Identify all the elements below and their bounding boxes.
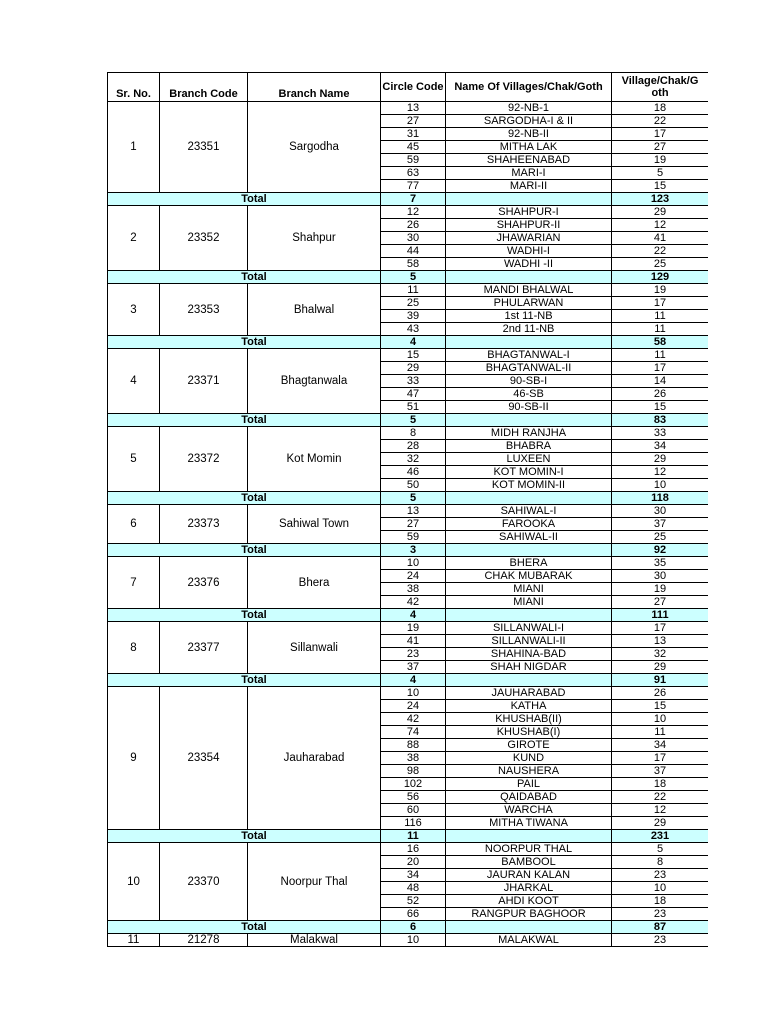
circle-code-cell: 66 xyxy=(381,908,446,921)
village-name-cell: LUXEEN xyxy=(446,453,612,466)
village-name-cell: BHAGTANWAL-I xyxy=(446,349,612,362)
village-name-cell: FAROOKA xyxy=(446,518,612,531)
village-name-cell: SAHIWAL-II xyxy=(446,531,612,544)
circle-code-cell: 30 xyxy=(381,232,446,245)
circle-code-cell: 59 xyxy=(381,154,446,167)
village-name-cell: 90-SB-II xyxy=(446,401,612,414)
village-count-cell: 27 xyxy=(612,141,709,154)
village-name-cell: NAUSHERA xyxy=(446,765,612,778)
village-row xyxy=(108,934,709,947)
circle-code-cell: 37 xyxy=(381,661,446,674)
circle-code-cell: 25 xyxy=(381,297,446,310)
village-count-cell: 8 xyxy=(612,856,709,869)
total-blank-cell xyxy=(446,271,612,284)
circle-code-cell: 42 xyxy=(381,713,446,726)
village-row xyxy=(108,102,709,115)
village-count-cell: 37 xyxy=(612,765,709,778)
sr-no-cell: 10 xyxy=(108,843,160,921)
branch-name-cell: Kot Momin xyxy=(248,427,381,492)
total-count-cell: 4 xyxy=(381,674,446,687)
circle-code-cell: 47 xyxy=(381,388,446,401)
village-count-cell: 19 xyxy=(612,154,709,167)
village-name-cell: MITHA LAK xyxy=(446,141,612,154)
circle-code-cell: 102 xyxy=(381,778,446,791)
total-count-cell: 4 xyxy=(381,609,446,622)
village-count-cell: 18 xyxy=(612,778,709,791)
village-count-cell: 34 xyxy=(612,440,709,453)
total-row xyxy=(108,414,709,427)
circle-code-cell: 10 xyxy=(381,934,446,947)
total-label: Total xyxy=(108,674,381,687)
total-label: Total xyxy=(108,414,381,427)
village-name-cell: KHUSHAB(II) xyxy=(446,713,612,726)
sr-no-cell: 5 xyxy=(108,427,160,492)
total-blank-cell xyxy=(446,609,612,622)
total-blank-cell xyxy=(446,492,612,505)
circle-code-cell: 59 xyxy=(381,531,446,544)
village-count-cell: 41 xyxy=(612,232,709,245)
village-name-cell: BHERA xyxy=(446,557,612,570)
branch-name-cell: Shahpur xyxy=(248,206,381,271)
village-count-cell: 5 xyxy=(612,843,709,856)
village-count-cell: 26 xyxy=(612,687,709,700)
total-count-cell: 11 xyxy=(381,830,446,843)
village-count-cell: 34 xyxy=(612,739,709,752)
circle-code-cell: 77 xyxy=(381,180,446,193)
total-count-cell: 7 xyxy=(381,193,446,206)
circle-code-cell: 116 xyxy=(381,817,446,830)
village-count-cell: 11 xyxy=(612,726,709,739)
village-count-cell: 30 xyxy=(612,570,709,583)
total-villages-cell: 231 xyxy=(612,830,709,843)
total-blank-cell xyxy=(446,674,612,687)
branch-name-cell: Malakwal xyxy=(248,934,381,947)
total-label: Total xyxy=(108,193,381,206)
total-villages-cell: 83 xyxy=(612,414,709,427)
header-branch-name: Branch Name xyxy=(248,73,381,102)
circle-code-cell: 26 xyxy=(381,219,446,232)
branch-villages-table xyxy=(107,72,708,947)
village-name-cell: JHAWARIAN xyxy=(446,232,612,245)
village-name-cell: WADHI-I xyxy=(446,245,612,258)
circle-code-cell: 12 xyxy=(381,206,446,219)
village-count-cell: 18 xyxy=(612,102,709,115)
village-name-cell: 2nd 11-NB xyxy=(446,323,612,336)
village-count-cell: 18 xyxy=(612,895,709,908)
total-villages-cell: 118 xyxy=(612,492,709,505)
village-count-cell: 12 xyxy=(612,219,709,232)
spreadsheet-page xyxy=(107,72,708,956)
circle-code-cell: 27 xyxy=(381,115,446,128)
circle-code-cell: 50 xyxy=(381,479,446,492)
total-label: Total xyxy=(108,271,381,284)
village-count-cell: 37 xyxy=(612,518,709,531)
total-villages-cell: 87 xyxy=(612,921,709,934)
circle-code-cell: 13 xyxy=(381,505,446,518)
village-name-cell: SHAH NIGDAR xyxy=(446,661,612,674)
village-row xyxy=(108,206,709,219)
circle-code-cell: 45 xyxy=(381,141,446,154)
village-name-cell: KUND xyxy=(446,752,612,765)
total-blank-cell xyxy=(446,336,612,349)
total-villages-cell: 129 xyxy=(612,271,709,284)
total-blank-cell xyxy=(446,414,612,427)
village-row xyxy=(108,843,709,856)
branch-code-cell: 23370 xyxy=(160,843,248,921)
village-name-cell: MANDI BHALWAL xyxy=(446,284,612,297)
sr-no-cell: 1 xyxy=(108,102,160,193)
total-label: Total xyxy=(108,921,381,934)
village-count-cell: 10 xyxy=(612,713,709,726)
village-name-cell: WARCHA xyxy=(446,804,612,817)
village-count-cell: 14 xyxy=(612,375,709,388)
circle-code-cell: 13 xyxy=(381,102,446,115)
branch-name-cell: Sahiwal Town xyxy=(248,505,381,544)
circle-code-cell: 42 xyxy=(381,596,446,609)
village-count-cell: 26 xyxy=(612,388,709,401)
circle-code-cell: 8 xyxy=(381,427,446,440)
village-count-cell: 35 xyxy=(612,557,709,570)
village-name-cell: MARI-I xyxy=(446,167,612,180)
village-name-cell: CHAK MUBARAK xyxy=(446,570,612,583)
circle-code-cell: 46 xyxy=(381,466,446,479)
circle-code-cell: 16 xyxy=(381,843,446,856)
village-count-cell: 11 xyxy=(612,349,709,362)
village-count-cell: 25 xyxy=(612,531,709,544)
village-count-cell: 11 xyxy=(612,310,709,323)
village-name-cell: MALAKWAL xyxy=(446,934,612,947)
total-row xyxy=(108,336,709,349)
village-name-cell: SHAHINA-BAD xyxy=(446,648,612,661)
village-name-cell: 1st 11-NB xyxy=(446,310,612,323)
total-count-cell: 5 xyxy=(381,414,446,427)
sr-no-cell: 7 xyxy=(108,557,160,609)
village-row xyxy=(108,557,709,570)
village-name-cell: JAURAN KALAN xyxy=(446,869,612,882)
total-count-cell: 5 xyxy=(381,271,446,284)
village-name-cell: QAIDABAD xyxy=(446,791,612,804)
circle-code-cell: 38 xyxy=(381,752,446,765)
sr-no-cell: 3 xyxy=(108,284,160,336)
village-name-cell: SHAHEENABAD xyxy=(446,154,612,167)
village-row xyxy=(108,284,709,297)
village-name-cell: SILLANWALI-I xyxy=(446,622,612,635)
circle-code-cell: 51 xyxy=(381,401,446,414)
village-name-cell: JHARKAL xyxy=(446,882,612,895)
branch-code-cell: 23353 xyxy=(160,284,248,336)
village-count-cell: 5 xyxy=(612,167,709,180)
village-count-cell: 15 xyxy=(612,700,709,713)
circle-code-cell: 74 xyxy=(381,726,446,739)
village-row xyxy=(108,349,709,362)
village-count-cell: 22 xyxy=(612,245,709,258)
village-count-cell: 17 xyxy=(612,752,709,765)
village-count-cell: 22 xyxy=(612,791,709,804)
total-row xyxy=(108,492,709,505)
circle-code-cell: 58 xyxy=(381,258,446,271)
village-name-cell: 92-NB-1 xyxy=(446,102,612,115)
village-count-cell: 33 xyxy=(612,427,709,440)
circle-code-cell: 39 xyxy=(381,310,446,323)
branch-code-cell: 21278 xyxy=(160,934,248,947)
total-count-cell: 3 xyxy=(381,544,446,557)
circle-code-cell: 43 xyxy=(381,323,446,336)
circle-code-cell: 24 xyxy=(381,570,446,583)
total-label: Total xyxy=(108,336,381,349)
branch-code-cell: 23352 xyxy=(160,206,248,271)
village-count-cell: 23 xyxy=(612,908,709,921)
total-blank-cell xyxy=(446,921,612,934)
total-label: Total xyxy=(108,830,381,843)
total-villages-cell: 91 xyxy=(612,674,709,687)
village-name-cell: KHUSHAB(I) xyxy=(446,726,612,739)
village-count-cell: 15 xyxy=(612,401,709,414)
village-name-cell: SILLANWALI-II xyxy=(446,635,612,648)
circle-code-cell: 10 xyxy=(381,687,446,700)
branch-code-cell: 23373 xyxy=(160,505,248,544)
circle-code-cell: 52 xyxy=(381,895,446,908)
header-village-name: Name Of Villages/Chak/Goth xyxy=(446,73,612,102)
branch-code-cell: 23351 xyxy=(160,102,248,193)
village-name-cell: MARI-II xyxy=(446,180,612,193)
circle-code-cell: 29 xyxy=(381,362,446,375)
circle-code-cell: 88 xyxy=(381,739,446,752)
village-row xyxy=(108,687,709,700)
village-name-cell: BHAGTANWAL-II xyxy=(446,362,612,375)
circle-code-cell: 32 xyxy=(381,453,446,466)
total-count-cell: 5 xyxy=(381,492,446,505)
village-count-cell: 19 xyxy=(612,583,709,596)
branch-name-cell: Bhagtanwala xyxy=(248,349,381,414)
circle-code-cell: 27 xyxy=(381,518,446,531)
village-count-cell: 29 xyxy=(612,206,709,219)
total-villages-cell: 58 xyxy=(612,336,709,349)
village-count-cell: 25 xyxy=(612,258,709,271)
total-label: Total xyxy=(108,544,381,557)
total-row xyxy=(108,609,709,622)
total-villages-cell: 123 xyxy=(612,193,709,206)
total-count-cell: 4 xyxy=(381,336,446,349)
village-count-cell: 12 xyxy=(612,466,709,479)
circle-code-cell: 63 xyxy=(381,167,446,180)
village-name-cell: NOORPUR THAL xyxy=(446,843,612,856)
circle-code-cell: 31 xyxy=(381,128,446,141)
total-label: Total xyxy=(108,609,381,622)
total-row xyxy=(108,830,709,843)
circle-code-cell: 19 xyxy=(381,622,446,635)
header-row xyxy=(108,73,709,102)
village-count-cell: 17 xyxy=(612,297,709,310)
village-count-cell: 10 xyxy=(612,479,709,492)
total-label: Total xyxy=(108,492,381,505)
circle-code-cell: 98 xyxy=(381,765,446,778)
village-name-cell: MIANI xyxy=(446,596,612,609)
village-name-cell: 92-NB-II xyxy=(446,128,612,141)
village-count-cell: 29 xyxy=(612,661,709,674)
village-count-cell: 29 xyxy=(612,453,709,466)
total-row xyxy=(108,674,709,687)
village-count-cell: 23 xyxy=(612,934,709,947)
village-count-cell: 13 xyxy=(612,635,709,648)
sr-no-cell: 4 xyxy=(108,349,160,414)
village-name-cell: SHAHPUR-II xyxy=(446,219,612,232)
total-blank-cell xyxy=(446,544,612,557)
circle-code-cell: 41 xyxy=(381,635,446,648)
branch-name-cell: Jauharabad xyxy=(248,687,381,830)
branch-name-cell: Bhera xyxy=(248,557,381,609)
circle-code-cell: 15 xyxy=(381,349,446,362)
village-name-cell: 90-SB-I xyxy=(446,375,612,388)
total-villages-cell: 111 xyxy=(612,609,709,622)
header-circle-code: Circle Code xyxy=(381,73,446,102)
village-name-cell: KATHA xyxy=(446,700,612,713)
circle-code-cell: 24 xyxy=(381,700,446,713)
sr-no-cell: 11 xyxy=(108,934,160,947)
village-row xyxy=(108,427,709,440)
total-row xyxy=(108,193,709,206)
village-count-cell: 22 xyxy=(612,115,709,128)
branch-code-cell: 23376 xyxy=(160,557,248,609)
circle-code-cell: 38 xyxy=(381,583,446,596)
total-blank-cell xyxy=(446,193,612,206)
village-name-cell: MITHA TIWANA xyxy=(446,817,612,830)
branch-name-cell: Sillanwali xyxy=(248,622,381,674)
village-name-cell: PHULARWAN xyxy=(446,297,612,310)
circle-code-cell: 10 xyxy=(381,557,446,570)
circle-code-cell: 33 xyxy=(381,375,446,388)
total-villages-cell: 92 xyxy=(612,544,709,557)
village-name-cell: PAIL xyxy=(446,778,612,791)
circle-code-cell: 11 xyxy=(381,284,446,297)
village-count-cell: 17 xyxy=(612,362,709,375)
circle-code-cell: 56 xyxy=(381,791,446,804)
village-name-cell: BAMBOOL xyxy=(446,856,612,869)
total-blank-cell xyxy=(446,830,612,843)
village-name-cell: JAUHARABAD xyxy=(446,687,612,700)
branch-code-cell: 23354 xyxy=(160,687,248,830)
village-count-cell: 17 xyxy=(612,622,709,635)
sr-no-cell: 8 xyxy=(108,622,160,674)
village-count-cell: 10 xyxy=(612,882,709,895)
circle-code-cell: 44 xyxy=(381,245,446,258)
village-count-cell: 11 xyxy=(612,323,709,336)
village-name-cell: SHAHPUR-I xyxy=(446,206,612,219)
village-count-cell: 17 xyxy=(612,128,709,141)
header-sr-no: Sr. No. xyxy=(108,73,160,102)
branch-name-cell: Bhalwal xyxy=(248,284,381,336)
circle-code-cell: 60 xyxy=(381,804,446,817)
sr-no-cell: 2 xyxy=(108,206,160,271)
village-name-cell: MIANI xyxy=(446,583,612,596)
village-count-cell: 15 xyxy=(612,180,709,193)
total-row xyxy=(108,271,709,284)
branch-name-cell: Sargodha xyxy=(248,102,381,193)
table-body xyxy=(108,102,709,947)
village-row xyxy=(108,622,709,635)
village-name-cell: SAHIWAL-I xyxy=(446,505,612,518)
village-count-cell: 30 xyxy=(612,505,709,518)
village-name-cell: BHABRA xyxy=(446,440,612,453)
circle-code-cell: 23 xyxy=(381,648,446,661)
branch-code-cell: 23372 xyxy=(160,427,248,492)
village-name-cell: KOT MOMIN-I xyxy=(446,466,612,479)
village-count-cell: 19 xyxy=(612,284,709,297)
total-row xyxy=(108,921,709,934)
total-count-cell: 6 xyxy=(381,921,446,934)
circle-code-cell: 20 xyxy=(381,856,446,869)
village-row xyxy=(108,505,709,518)
sr-no-cell: 6 xyxy=(108,505,160,544)
village-name-cell: KOT MOMIN-II xyxy=(446,479,612,492)
village-name-cell: GIROTE xyxy=(446,739,612,752)
village-name-cell: WADHI -II xyxy=(446,258,612,271)
sr-no-cell: 9 xyxy=(108,687,160,830)
header-branch-code: Branch Code xyxy=(160,73,248,102)
branch-code-cell: 23371 xyxy=(160,349,248,414)
branch-name-cell: Noorpur Thal xyxy=(248,843,381,921)
village-count-cell: 29 xyxy=(612,817,709,830)
village-count-cell: 32 xyxy=(612,648,709,661)
circle-code-cell: 34 xyxy=(381,869,446,882)
village-name-cell: 46-SB xyxy=(446,388,612,401)
village-name-cell: RANGPUR BAGHOOR xyxy=(446,908,612,921)
branch-code-cell: 23377 xyxy=(160,622,248,674)
village-count-cell: 12 xyxy=(612,804,709,817)
circle-code-cell: 28 xyxy=(381,440,446,453)
village-name-cell: MIDH RANJHA xyxy=(446,427,612,440)
village-name-cell: SARGODHA-I & II xyxy=(446,115,612,128)
village-name-cell: AHDI KOOT xyxy=(446,895,612,908)
total-row xyxy=(108,544,709,557)
circle-code-cell: 48 xyxy=(381,882,446,895)
header-village-count: Village/Chak/G oth xyxy=(612,73,709,102)
village-count-cell: 27 xyxy=(612,596,709,609)
village-count-cell: 23 xyxy=(612,869,709,882)
